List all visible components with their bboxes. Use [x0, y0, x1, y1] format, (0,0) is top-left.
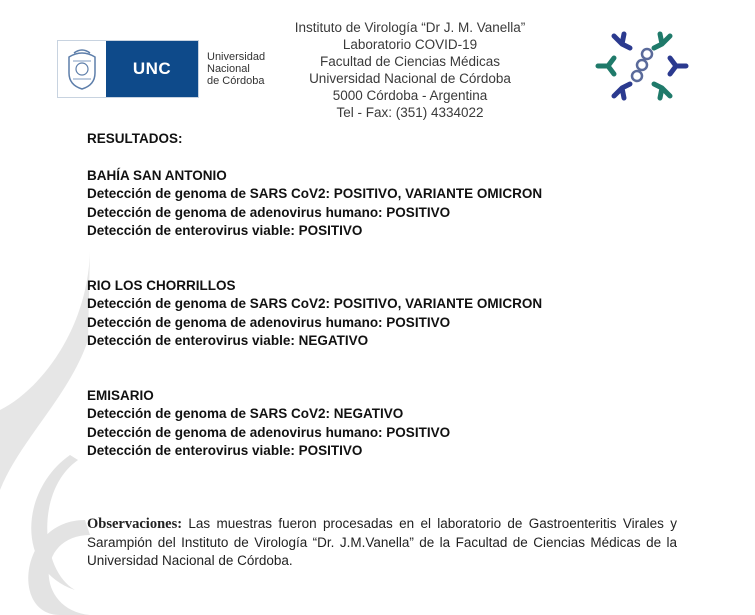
observations-text: Las muestras fueron procesadas en el laboratorio de Gastroenteritis Virales y Sarampión del Instituto de Virología “Dr. J.M.Vanella” de la Facultad de Ciencias Médicas de la Universidad Nacional de Córdoba. — [87, 516, 677, 568]
observations-paragraph — [87, 515, 677, 571]
unc-name-line: de Córdoba — [207, 75, 265, 87]
header-line: 5000 Córdoba - Argentina — [332, 88, 488, 103]
site-name: EMISARIO — [87, 387, 154, 403]
unc-logo — [57, 40, 265, 98]
result-line: Detección de genoma de SARS CoV2: POSITIVO, VARIANTE OMICRON — [87, 296, 543, 311]
header-line: Universidad Nacional de Córdoba — [309, 71, 511, 86]
institution-header — [270, 19, 550, 121]
header-line: Instituto de Virología “Dr J. M. Vanella” — [294, 20, 526, 35]
site-name: BAHÍA SAN ANTONIO — [87, 167, 227, 183]
result-line: Detección de enterovirus viable: POSITIVO — [87, 223, 363, 238]
result-line: Detección de genoma de SARS CoV2: POSITIVO, VARIANTE OMICRON — [87, 186, 543, 201]
header-line: Facultad de Ciencias Médicas — [319, 54, 501, 69]
site-block-emisario — [87, 387, 687, 461]
result-line: Detección de enterovirus viable: POSITIVO — [87, 443, 363, 458]
results-heading: RESULTADOS: — [87, 131, 183, 146]
virology-institute-logo — [592, 22, 692, 110]
result-line: Detección de genoma de SARS CoV2: NEGATIVO — [87, 406, 404, 421]
site-name: RIO LOS CHORRILLOS — [87, 277, 236, 293]
header-line: Tel - Fax: (351) 4334022 — [336, 105, 484, 120]
unc-shield-icon — [58, 41, 106, 97]
unc-name — [207, 51, 265, 87]
result-line: Detección de genoma de adenovirus humano: POSITIVO — [87, 204, 451, 220]
unc-name-line: Universidad — [207, 51, 266, 63]
unc-abbr: UNC — [106, 41, 198, 97]
results-section — [87, 130, 687, 497]
site-block-rio-los-chorrillos — [87, 277, 687, 351]
unc-name-line: Nacional — [207, 63, 250, 75]
header-line: Laboratorio COVID-19 — [342, 37, 478, 52]
result-line: Detección de enterovirus viable: NEGATIVO — [87, 333, 369, 348]
result-line: Detección de genoma de adenovirus humano: POSITIVO — [87, 314, 451, 330]
observations-label: Observaciones: — [87, 516, 183, 532]
site-block-bahia-san-antonio — [87, 167, 687, 241]
result-line: Detección de genoma de adenovirus humano: POSITIVO — [87, 424, 451, 440]
